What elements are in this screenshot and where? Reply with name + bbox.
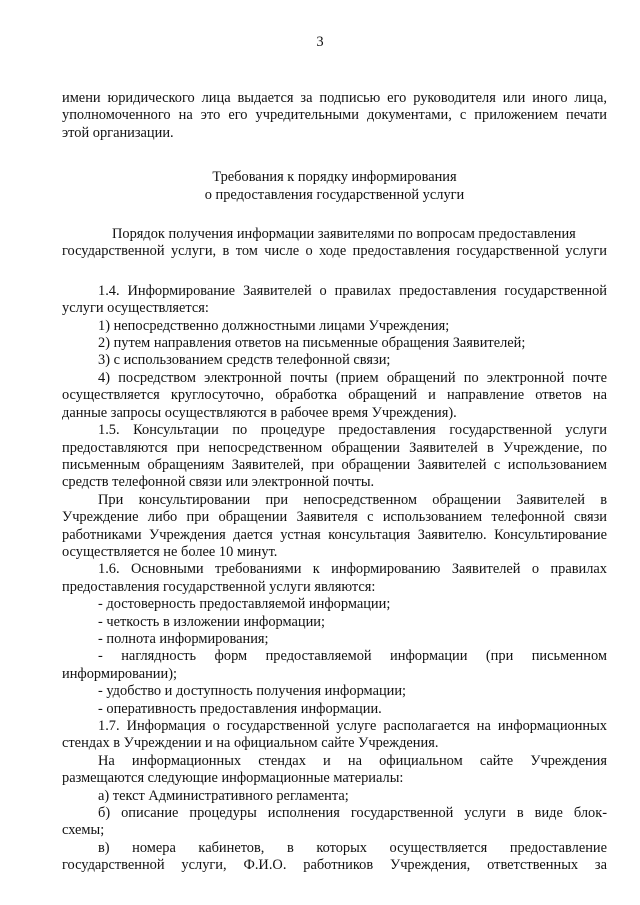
text-line: 1.5. Консультации по процедуре предоставления государственной услуги	[98, 422, 607, 439]
document-body	[62, 90, 607, 875]
list-item: 3) с использованием средств телефонной связи;	[98, 352, 391, 369]
paragraph-1-4	[62, 283, 607, 318]
list-item-4	[62, 370, 607, 422]
list-item: а) текст Административного регламента;	[98, 787, 349, 804]
paragraph-stands	[62, 753, 607, 788]
text-line: При консультировании при непосредственном обращении Заявителей в	[98, 491, 607, 508]
text-line: 1.4. Информирование Заявителей о правилах предоставления государственной	[98, 282, 607, 299]
text-line: - наглядность форм предоставляемой информации (при письменном	[98, 648, 607, 665]
list-item: - четкость в изложении информации;	[98, 613, 325, 630]
text-line: 1.6. Основными требованиями к информированию Заявителей о правилах	[98, 561, 607, 578]
text-line: предоставляются при непосредственном обращении Заявителей в Учреждение, по	[62, 439, 607, 456]
section-title	[62, 169, 607, 204]
list-item-c	[62, 840, 607, 875]
text-line: осуществляется не более 10 минут.	[62, 543, 278, 560]
text-line: осуществляется круглосуточно, обработка обращений и направление ответов на	[62, 387, 607, 404]
section-title-line: Требования к порядку информирования	[212, 169, 457, 186]
paragraph-1-6	[62, 561, 607, 596]
list-item: 2) путем направления ответов на письменные обращения Заявителей;	[98, 335, 526, 352]
page-number: 3	[316, 34, 324, 50]
text-line: стендах в Учреждении и на официальном сайте Учреждения.	[62, 735, 439, 752]
text-line: 1.7. Информация о государственной услуге располагается на информационных	[98, 718, 607, 734]
text-line: б) описание процедуры исполнения государственной услуги в виде блок-	[98, 805, 607, 822]
section-title-line: о предоставления государственной услуги	[204, 186, 465, 203]
text-line: предоставления государственной услуги являются:	[62, 578, 376, 595]
list-item: - достоверность предоставляемой информации;	[98, 596, 391, 613]
text-line: схемы;	[62, 822, 105, 839]
subsection-title-line: Порядок получения информации заявителями по вопросам предоставления	[112, 226, 576, 243]
subsection-title-line: государственной услуги, в том числе о ходе предоставления государственной услуги	[62, 243, 607, 260]
text-line: письменным обращениям Заявителей, при обращении Заявителей с использованием	[62, 456, 607, 473]
text-line: Учреждение либо при обращении Заявителя с использованием телефонной связи	[62, 509, 607, 526]
list-item: - полнота информирования;	[98, 630, 269, 647]
text-line: услуги осуществляется:	[62, 300, 209, 317]
text-line: имени юридического лица выдается за подписью его руководителя или иного лица,	[62, 90, 607, 106]
text-line: уполномоченного на это его учредительными документами, с приложением печати	[62, 107, 607, 124]
list-item: 1) непосредственно должностными лицами Учреждения;	[98, 317, 450, 334]
list-item-visual	[62, 648, 607, 683]
paragraph-consultation	[62, 492, 607, 562]
text-line: На информационных стендах и на официальном сайте Учреждения	[98, 752, 607, 769]
text-line: в) номера кабинетов, в которых осуществляется предоставление	[98, 839, 607, 856]
paragraph-1-5	[62, 422, 607, 492]
text-line: информировании);	[62, 665, 177, 682]
text-line: размещаются следующие информационные материалы:	[62, 770, 404, 787]
list-item: - удобство и доступность получения информации;	[98, 683, 407, 700]
list-item-b	[62, 805, 607, 840]
text-line: 4) посредством электронной почты (прием обращений по электронной почте	[98, 369, 607, 386]
subsection-title	[62, 226, 607, 261]
text-line: данные запросы осуществляются в рабочее время Учреждения).	[62, 404, 457, 421]
intro-paragraph	[62, 90, 607, 142]
text-line: государственной услуги, Ф.И.О. работников Учреждения, ответственных за	[62, 857, 607, 874]
text-line: средств телефонной связи или электронной почты.	[62, 474, 375, 491]
paragraph-1-7	[62, 718, 607, 753]
text-line: работниками Учреждения дается устная консультация Заявителю. Консультирование	[62, 526, 607, 543]
text-line: этой организации.	[62, 124, 174, 141]
list-item: - оперативность предоставления информации.	[98, 700, 382, 717]
